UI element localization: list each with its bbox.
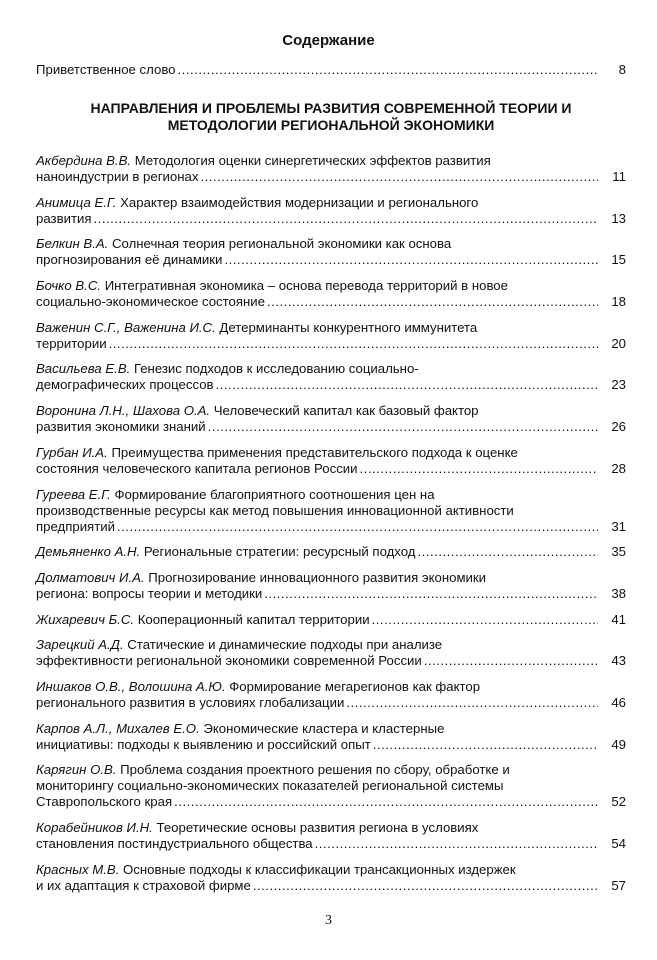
toc-entry-author: Воронина Л.Н., Шахова О.А. [36,403,211,419]
page-number: 43 [611,653,626,669]
toc-entry-line [36,278,626,294]
page-number: 18 [611,294,626,310]
toc-entry-author: Гурбан И.А. [36,444,108,460]
dot-leader [117,519,598,535]
toc-entry-author: Анимица Е.Г. [36,194,117,210]
toc-entry-line [36,419,626,435]
page-folio-number: 3 [325,913,332,928]
dot-leader [360,461,598,477]
toc-entry-author: Иншаков О.В., Волошина А.Ю. [36,678,226,694]
toc-entry-line [36,403,626,419]
toc-entry-author: Карпов А.Л., Михалев Е.О. [36,720,200,736]
toc-entry-title: социально-экономическое состояние [36,294,266,310]
page-number: 52 [611,794,626,810]
toc-entry-title: Генезис подходов к исследованию социально- [133,361,419,377]
toc-entry-author: Карягин О.В. [36,762,117,778]
toc-entry-title: Преимущества применения представительского подхода к оценке [111,444,518,460]
toc-entry-line-text [36,252,222,268]
toc-entry-line [36,612,626,628]
toc-entry-line-text [36,169,198,185]
toc-entry-title: Характер взаимодействия модернизации и регионального [120,194,479,210]
toc-entry-line [36,503,626,519]
toc-entry-line [36,461,626,477]
page-number: 57 [611,877,626,893]
toc-entry-line [36,487,626,503]
contents-title: Содержание [282,32,375,49]
toc-entry-title: Проблема создания проектного решения по сбору, обработке и [120,762,510,778]
toc-entry-title: производственные ресурсы как метод повышения инновационной активности [36,502,514,518]
toc-entry[interactable] [36,487,626,535]
toc-entry-text: Приветственное слово [36,62,176,77]
toc-entry-line [36,836,626,852]
page-number: 20 [611,335,626,351]
toc-entry-title: демографических процессов [36,377,214,393]
toc-entry-author: Демьяненко А.Н. [36,544,141,560]
page-number: 28 [611,460,626,476]
toc-entry-title: Основные подходы к классификации трансакционных издержек [123,861,516,877]
toc-entry-line-text [36,794,172,810]
toc-entry-line [36,862,626,878]
dot-leader [267,294,598,310]
toc-entry-author: Васильева Е.В. [36,361,131,377]
toc-entry-author: Долматович И.А. [36,569,145,585]
toc-entry-title: Интегративная экономика – основа перевода территорий в новое [104,278,508,294]
toc-entry-line-text [36,461,358,477]
dot-leader [178,62,598,78]
toc-entry-line [36,445,626,461]
toc-entry-title: территории [36,335,107,351]
dot-leader [109,336,598,352]
dot-leader [208,419,598,435]
page-number: 46 [611,694,626,710]
toc-entry-line [36,169,626,185]
dot-leader [94,211,599,227]
toc-entry-line [36,737,626,753]
page-number: 41 [611,611,626,627]
page-number: 38 [611,585,626,601]
toc-entry-title: Методология оценки синергетических эффектов развития [134,153,491,168]
dot-leader [224,252,598,268]
toc-entry-line [36,377,626,393]
toc-entry-line-text [36,211,92,227]
toc-entry-line-text [36,653,422,669]
toc-entry[interactable] [36,637,626,669]
toc-entry-welcome[interactable] [36,62,626,78]
toc-entry-title: развития [36,210,92,226]
toc-entry[interactable] [36,153,626,185]
toc-entry-title: становления постиндустриального общества [36,836,313,851]
toc-entry[interactable] [36,679,626,711]
toc-entry-title: региона: вопросы теории и методики [36,585,263,601]
page-number: 15 [611,252,626,268]
toc-entry-author: Зарецкий А.Д. [36,637,124,653]
toc-entry-title: состояния человеческого капитала регионов России [36,460,358,476]
toc-entry-title: прогнозирования её динамики [36,252,223,268]
page-number: 8 [618,62,626,77]
toc-entry[interactable] [36,762,626,810]
toc-entry[interactable] [36,862,626,894]
toc-entry-line [36,679,626,695]
toc-entry-line [36,519,626,535]
toc-entry-title: Теоретические основы развития региона в условиях [156,820,479,835]
dot-leader [373,737,598,753]
toc-entry-author: Гуреева Е.Г. [36,486,111,502]
toc-entry-line [36,878,626,894]
toc-entry[interactable] [36,403,626,435]
page-number: 54 [611,836,626,851]
dot-leader [200,169,598,185]
toc-entry-title: Экономические кластера и кластерные [203,720,445,736]
toc-entry-line [36,195,626,211]
toc-entry-title: Статические и динамические подходы при анализе [127,637,443,653]
page-number: 23 [611,377,626,393]
toc-entry-author: Белкин В.А. [36,236,109,252]
toc-entry[interactable] [36,570,626,602]
toc-entry[interactable] [36,195,626,227]
toc-entry-line [36,586,626,602]
section-heading [36,100,626,134]
dot-leader [424,653,598,669]
toc-entry-title: Формирование мегарегионов как фактор [229,678,481,694]
page-number: 11 [612,169,626,184]
toc-entry-line [36,762,626,778]
toc-entry-title: Детерминанты конкурентного иммунитета [219,319,478,335]
toc-entry-title: предприятий [36,518,115,534]
toc-entry-title: Ставропольского края [36,794,173,810]
toc-list [36,153,626,903]
toc-entry-author: Бочко В.С. [36,278,102,294]
toc-entry-line [36,778,626,794]
toc-entry[interactable] [36,445,626,477]
toc-entry-line-text [36,695,344,711]
toc-entry-line-text [36,586,262,602]
toc-entry-line-text [36,612,370,628]
toc-entry-line [36,211,626,227]
toc-entry-line [36,361,626,377]
dot-leader [418,544,599,560]
section-heading-line: МЕТОДОЛОГИИ РЕГИОНАЛЬНОЙ ЭКОНОМИКИ [167,117,495,133]
toc-entry-line-text [36,336,107,352]
page-number: 35 [611,544,626,560]
toc-entry-line [36,820,626,836]
toc-entry-line-text [36,737,371,753]
toc-entry[interactable] [36,361,626,393]
toc-entry-line [36,294,626,310]
toc-entry-line-text [36,836,313,852]
toc-entry-line [36,794,626,810]
toc-entry-line [36,653,626,669]
toc-entry-title: развития экономики знаний [36,419,206,435]
toc-entry-title: Региональные стратегии: ресурсный подход [143,544,416,560]
dot-leader [315,836,598,852]
toc-entry-line [36,721,626,737]
toc-entry-line-text [36,519,115,535]
toc-entry[interactable] [36,236,626,268]
toc-entry[interactable] [36,544,626,560]
toc-entry[interactable] [36,721,626,753]
toc-entry-line [36,637,626,653]
page-number: 26 [611,419,626,435]
toc-entry[interactable] [36,320,626,352]
toc-entry-title: Прогнозирование инновационного развития экономики [148,569,487,585]
toc-entry[interactable] [36,820,626,852]
toc-entry[interactable] [36,612,626,628]
toc-entry-line [36,153,626,169]
section-heading-line: НАПРАВЛЕНИЯ И ПРОБЛЕМЫ РАЗВИТИЯ СОВРЕМЕННОЙ ТЕОРИИ И [90,100,572,116]
toc-entry-title: регионального развития в условиях глобализации [36,694,345,710]
toc-entry-author: Корабейников И.Н. [36,820,153,835]
toc-entry-line [36,236,626,252]
toc-entry-title: эффективности региональной экономики современной России [36,653,422,669]
page-number: 49 [611,736,626,752]
toc-entry-line [36,336,626,352]
toc-entry-line-text [36,544,416,560]
dot-leader [372,612,598,628]
toc-entry[interactable] [36,278,626,310]
dot-leader [264,586,598,602]
dot-leader [346,695,598,711]
dot-leader [253,878,598,894]
toc-entry-title: Человеческий капитал как базовый фактор [213,403,479,419]
toc-entry-title: Кооперационный капитал территории [137,611,370,627]
toc-entry-title: мониторингу социально-экономических показателей региональной системы [36,778,504,794]
toc-entry-title: инициативы: подходы к выявлению и российский опыт [36,736,371,752]
toc-entry-line [36,320,626,336]
toc-entry-title: Формирование благоприятного соотношения цен на [114,486,435,502]
toc-entry-title: наноиндустрии в регионах [36,169,199,184]
page-number: 31 [611,518,626,534]
toc-entry-line-text [36,878,251,894]
toc-entry-title: Солнечная теория региональной экономики как основа [112,236,452,252]
toc-entry-author: Акбердина В.В. [36,153,132,168]
dot-leader [216,377,598,393]
toc-entry-line [36,252,626,268]
toc-entry-author: Важенин С.Г., Важенина И.С. [36,319,216,335]
toc-entry-title: и их адаптация к страховой фирме [36,877,251,893]
toc-entry-line-text [36,294,265,310]
toc-entry-line [36,695,626,711]
toc-entry-author: Красных М.В. [36,861,120,877]
page-number: 13 [611,210,626,226]
toc-entry-line [36,544,626,560]
toc-entry-author: Жихаревич Б.С. [36,611,135,627]
toc-entry-line-text [36,377,214,393]
toc-entry-line-text [36,419,206,435]
toc-entry-line [36,570,626,586]
dot-leader [174,794,598,810]
